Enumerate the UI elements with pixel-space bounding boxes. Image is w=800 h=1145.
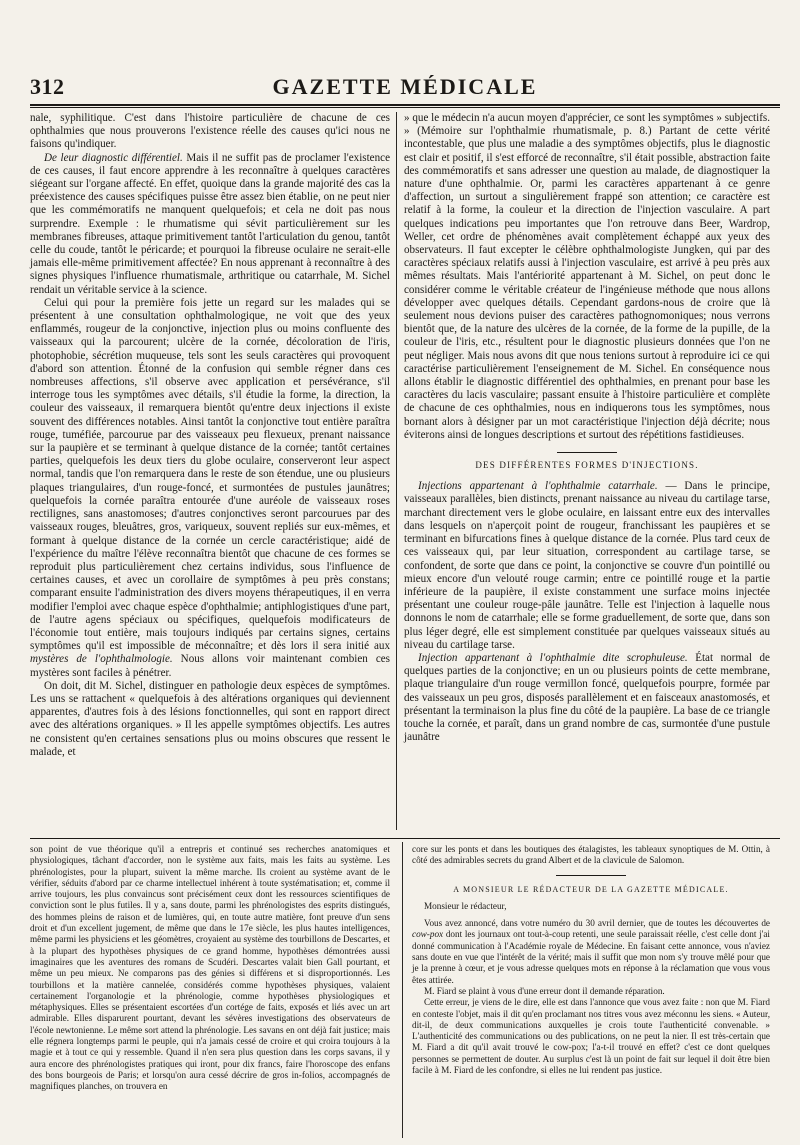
italic-phrase: mystères de l'ophthalmologie. [30, 653, 173, 666]
italic-lead: Injection appartenant à l'ophthalmie dite scrophuleuse. [418, 651, 688, 664]
letter-salutation: Monsieur le rédacteur, [424, 900, 507, 911]
section-heading: DES DIFFÉRENTES FORMES D'INJECTIONS. [404, 452, 770, 472]
italic-lead: Injections appartenant à l'ophthalmie catarrhale. [418, 480, 658, 493]
paragraph-catarrhal: Injections appartenant à l'ophthalmie catarrhale. — Dans le principe, vaisseaux parallèles, bien distincts, prenant naissance au niveau du cartilage tarse, marchant directement vers le globe oculaire, en laissant entre eux des intervalles dans lesquels on n'aperçoit point de rougeur, franchissant les paupières et se terminant en bifurcations fines à quelque distance de la cornée. Plus tard ceux de ces vaisseaux qui, par leur situation, correspondent au cartilage tarse, se confondent, de sorte que dans ce point, la conjonctive se couvre d'un pointillé ou mieux encore d'un velouté rouge carmin; entre ce pointillé rouge et la partie inférieure de la paupière, il existe constamment une surface moins injectée présentant une couleur rouge-pâle jaunâtre. Telle est l'injection à laquelle nous donnons le nom de catarrhale; elle se forme graduellement, de sorte que, dans son plus léger degré, elle est simplement constituée par quelques vaisseaux situés au niveau du cartilage tarse. [404, 480, 770, 651]
heading-rule [557, 452, 617, 453]
footnote-paragraph: core sur les ponts et dans les boutiques des étalagistes, les tableaux synoptiques de M. Ottin, à côté des admirables secrets du grand Albert et de la clavicule de Salomon. [412, 844, 770, 866]
italic-phrase: cow-pox [412, 929, 444, 940]
footnote-column-right [412, 844, 770, 1136]
page-number: 312 [30, 74, 65, 99]
letter-paragraph: Vous avez annoncé, dans votre numéro du 30 avril dernier, que de toutes les découvertes de cow-pox dont les journaux ont tout-à-coup retenti, une seule paraissait réelle, c'est celle dont j'ai donné communication à l'Académie royale de Médecine. En faisant cette annonce, vous n'aviez sans doute en vue que l'intérêt de la vérité; mais il suffit que mon nom s'y trouve mêlé pour que je la prenne à cœur, et je vous adresse quelques mots en réponse à la réclamation que vous vous êtes attirée. [412, 918, 770, 985]
header-rule [30, 104, 780, 106]
letter-rule [556, 875, 626, 876]
italic-lead: De leur diagnostic différentiel. [44, 151, 183, 164]
column-divider [396, 112, 397, 830]
page-header [30, 72, 780, 102]
letter-paragraph: M. Fiard se plaint à vous d'une erreur dont il demande réparation. [424, 985, 665, 996]
header-rule-thin [30, 107, 780, 108]
footnote-column-left [30, 844, 390, 1136]
footnote-separator [30, 838, 780, 839]
paragraph-diagnostic: De leur diagnostic différentiel. Mais il ne suffit pas de proclamer l'existence de ces causes, il faut encore apprendre à les reconnaître à quelques caractères siégeant sur l'organe affecté. En effet, quoique dans la grande majorité des cas la préexistence des causes spécifiques puisse être assez bien établie, on ne peut nier que les commémoratifs ne manquent quelquefois; et cela ne doit pas nous surprendre. Exemple : le rhumatisme qui sévit particulièrement sur les membranes fibreuses, attaque primitivement tantôt l'articulation du genou, tantôt celle du coude, tantôt le péricarde; et pourquoi la fibreuse oculaire ne serait-elle jamais elle-même primitivement affectée? En nous apprenant à reconnaître à des signes physiques l'influence rhumatismale, arthritique ou catarrhale, M. Sichel rendait un véritable service à la science. [30, 151, 390, 296]
paragraph: » que le médecin n'a aucun moyen d'apprécier, ce sont les symptômes » subjectifs. » (Mémoire sur l'ophthalmie rhumatismale, p. 8.) Partant de cette vérité incontestable, que plus une maladie a des symptômes objectifs, plus le diagnostic est clair et positif, il s'est efforcé de reconnaître, s'il était possible, abstraction faite des commémoratifs et sans adresser une question au malade, de diagnostiquer la nature d'une ophthalmie. Or, parmi les caractères appartenant à ce genre d'affection, un surtout a singulièrement frappé son attention; ce caractère est relatif à la forme, la couleur et la direction de l'injection vasculaire. A part quelques indications peu importantes que l'on retrouve dans Beer, Wardrop, Weller, cet ordre de phénomènes avait complètement échappé aux yeux des observateurs. Il faut excepter le célèbre ophthalmologiste Jungken, qui par des caractères spéciaux relatifs aussi à l'injection vasculaire, est arrivé à peu près aux mêmes résultats. Mais l'antériorité appartenant à M. Sichel, on peut donc le considérer comme le véritable créateur de l'ingénieuse méthode que nous allons développer avec quelques détails. Cependant gardons-nous de croire que là seulement nous devions puiser des caractères pathognomoniques; nous verrons bientôt que, de la nature des ulcères de la cornée, de la forme de la pupille, de la couleur de l'iris, etc., résultent pour le diagnostic plusieurs données que l'on ne peut négliger. Mais nous avons dit que nous tenions surtout à reproduire ici ce qui caractérise particulièrement l'enseignement de M. Sichel. En conséquence nous allons établir le diagnostic différentiel des ophthalmies, en prenant pour base les caractères du lacis vasculaire; passant ensuite à l'histoire particulière et complète de chacune de ces ophthalmies, nous en indiquerons tous les symptômes, nous bornant alors à désigner par un mot caractéristique l'injection déjà décrite; nous éviterons ainsi de longues descriptions et surtout des répétitions fastidieuses. [404, 112, 770, 441]
journal-title: GAZETTE MÉDICALE [272, 74, 538, 99]
main-column-left [30, 112, 390, 832]
footnote-paragraph: son point de vue théorique qu'il a entrepris et continué ses recherches anatomiques et physiologiques, tâchant d'accorder, non le système aux faits, mais les faits au système. Les phrénologistes, pour la plupart, suivent la même marche. Ils croient au système avant de le vérifier, séduits d'abord par ce charme intellectuel inhérent à toute systématisation; et, comme il arrive toujours, les plus convaincus sont précisément ceux dont les ressources scientifiques de conviction sont le plus futiles. Il y a, sans doute, parmi les phrénologistes des esprits distingués, des hommes pleins de raison et de lumières, qui, en toute autre matière, font preuve d'un sens droit et d'un excellent jugement, de même que dans le 17e siècle, les plus hautes intelligences, même parmi les physiciens et les géomètres, croyaient au système des tourbillons de Descartes, et à la plupart des hypothèses physiques de ce grand homme, hypothèses démontrées aussi imaginaires que les aventures des romans de Scudéri. Descartes valait bien Gall pourtant, et même un peu mieux. Ne comparons pas des génies si différens et si disproportionnés. Les tourbillons et la matière cannelée, considérés comme hypothèses physiques, valaient certainement l'organologie et la phrénologie, comme hypothèses physiologiques et métaphysiques. Elles se présentaient escortées d'un cortége de faits, exposés et liés avec un art admirable. Elles disparurent pourtant, devant les sévères investigations des observateurs de l'école newtonienne. Le même sort attend la phrénologie. Les savans en ont déjà fait justice; mais elle régnera longtemps parmi le peuple, qui n'a jamais cessé de croire et qui croira toujours à la magie et à tout ce qui y ressemble. Quand il n'en sera plus question dans les corps savans, il y aura encore des phrénologistes pratiques qui iront, pour dix francs, faire l'horoscope des enfans des bons bourgeois de Paris; et lorsqu'on aura cessé décrire de gros in-folios, accompagnés de magnifiques planches, on trouvera en [30, 844, 390, 1092]
paragraph: nale, syphilitique. C'est dans l'histoire particulière de chacune de ces ophthalmies que nous prouverons l'existence réelle des causes qu'ici nous ne faisons qu'indiquer. [30, 112, 390, 151]
letter-heading: A MONSIEUR LE RÉDACTEUR DE LA GAZETTE MÉDICALE. [453, 884, 729, 894]
footnote-column-divider [402, 842, 403, 1138]
paragraph: On doit, dit M. Sichel, distinguer en pathologie deux espèces de symptômes. Les uns se rattachent « quelquefois à des altérations organiques qui deviennent apparentes, d'autres fois à des lésions fonctionnelles, qui sont en rapport direct avec des altérations organiques. » Il les appelle symptômes objectifs. Les autres ne consistent qu'en certaines sensations plus ou moins obscures que ressent le malade, et [30, 679, 390, 758]
paragraph-scrofulous: Injection appartenant à l'ophthalmie dite scrophuleuse. État normal de quelques parties de la conjonctive; en un ou plusieurs points de cette membrane, plaque triangulaire d'un rouge vermillon foncé, quelquefois pourpre, formée par des vaisseaux un peu gros, disposés parallèlement et en faisceaux anastomosés, et présentant la terminaison la plus fine du côté de la paupière. La base de ce triangle touche la cornée, et paraît, dans un grand nombre de cas, surmontée d'une pustule jaunâtre [404, 651, 770, 744]
main-column-right [404, 112, 770, 832]
paragraph: Celui qui pour la première fois jette un regard sur les malades qui se présentent à une consultation ophthalmologique, ne voit que des yeux enflammés, rougeur de la conjonctive, injection plus ou moins confluente des vaisseaux qui la parcourent; ulcère de la cornée, décoloration de l'iris, photophobie, sécrétion muqueuse, tels sont les seuls caractères qui provoquent d'abord son attention. Étonné de la confusion qui semble régner dans ces nombreuses affections, s'il observe avec application et persévérance, s'il interroge tous les symptômes avec détails, s'il étudie la forme, la direction, la couleur des vaisseaux, il remarquera bientôt qu'entre deux injections il existe souvent des différences notables. Ainsi tantôt la conjonctive tout entière paraîtra rouge, tuméfiée, parcourue par des vaisseaux peu flexueux, prenant naissance sur la paupière et se terminant à quelque distance de la cornée; tantôt certaines parties, quelquefois les deux tiers du globe oculaire, conserveront leur aspect normal, tandis que l'on remarquera dans le reste de son étendue, une ou plusieurs plaques triangulaires, d'un rouge-foncé, et surmontées de pustules jaunâtres; quelquefois la cornée paraîtra entourée d'une auréole de vaisseaux roses rectilignes, sans anastomoses; d'autres conjonctives seront parcourues par des vaisseaux rouges, bleuâtres, gros, variqueux, souvent repliés sur eux-mêmes, et formant à quelque distance de la cornée un cercle caractéristique; aidé de l'expérience du maître l'élève reconnaîtra bientôt que chacune de ces formes se reproduit plus particulièrement chez certains individus, sous l'influence de certaines causes, et avec un corollaire de symptômes à peu près constans; comparant ensuite l'administration des divers moyens thérapeutiques, il en verra modifier l'emploi avec chaque espèce d'ophthalmie; antiphlogistiques d'une part, de l'autre agens spéciaux ou spécifiques, quelquefois modificateurs de l'économie tout entière, mais toujours indiqués par certains signes, certains symptômes qu'il est impossible de méconnaître; et dès lors il sera initié aux mystères de l'ophthalmologie. Nous allons voir maintenant combien ces mystères sont faciles à pénétrer. [30, 296, 390, 679]
letter-paragraph: Cette erreur, je viens de le dire, elle est dans l'annonce que vous avez faite : non que M. Fiard en conteste l'objet, mais il dit qu'en proclamant nos titres vous avez méconnu les siens. « Auteur, dit-il, de deux communications auxquelles je crois toute l'authenticité convenable. » L'authenticité des communications ou des publications, on ne peut la nier. Il est très-certain que M. Fiard a dit qu'il avait trouvé le cow-pox; l'a-t-il trouvé en effet? c'est ce dont quelques personnes se permettent de douter. Au surplus c'est là un point de fait sur lequel il doit être bien facile à M. Fiard de les confondre, si elles ne lui rendent pas justice. [412, 997, 770, 1076]
